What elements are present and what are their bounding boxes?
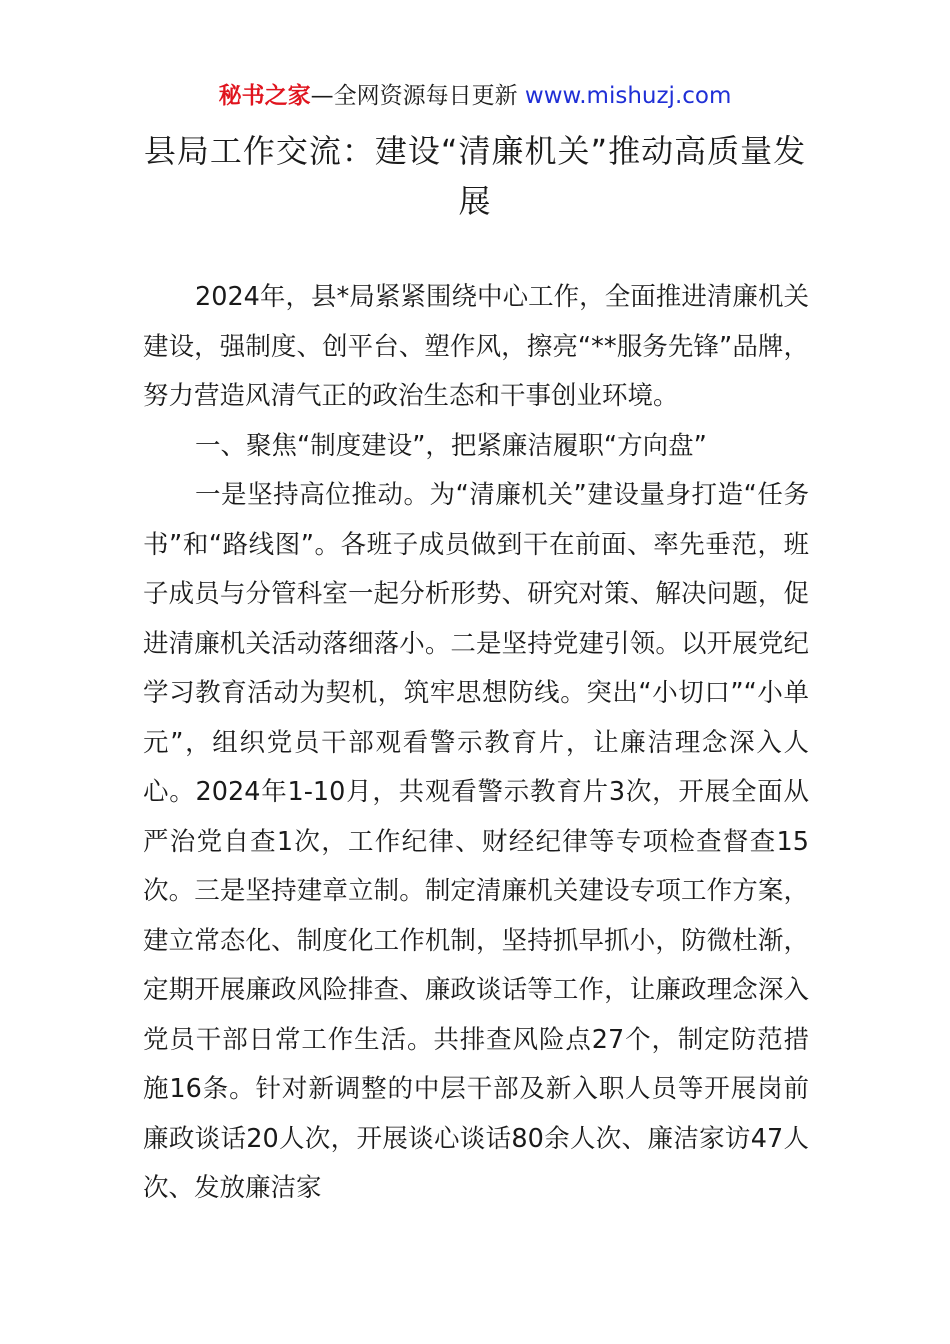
brand-name: 秘书之家 — [218, 83, 311, 109]
body-paragraph: 一是坚持高位推动。为“清廉机关”建设量身打造“任务书”和“路线图”。各班子成员做到干在前面、率先垂范，班子成员与分管科室一起分析形势、研究对策、解决问题，促进清廉机关活动落细落小。二是坚持党建引领。以开展党纪学习教育活动为契机，筑牢思想防线。突出“小切口”“小单元”，组织党员干部观看警示教育片，让廉洁理念深入人心。2024年1-10月，共观看警示教育片3次，开展全面从严治党自查1次，工作纪律、财经纪律等专项检查督查15次。三是坚持建章立制。制定清廉机关建设专项工作方案，建立常态化、制度化工作机制，坚持抓早抓小，防微杜渐，定期开展廉政风险排查、廉政谈话等工作，让廉政理念深入党员干部日常工作生活。共排查风险点27个，制定防范措施16条。针对新调整的中层干部及新入职人员等开展岗前廉政谈话20人次，开展谈心谈话80余人次、廉洁家访47人次、发放廉洁家 — [143, 480, 809, 1203]
document-body — [143, 273, 809, 1214]
intro-paragraph: 2024年，县*局紧紧围绕中心工作，全面推进清廉机关建设，强制度、创平台、塑作风，擦亮“**服务先锋”品牌，努力营造风清气正的政治生态和干事创业环境。 — [143, 282, 809, 411]
document-title: 县局工作交流：建设“清廉机关”推动高质量发展 — [143, 132, 807, 220]
header-tagline: —全网资源每日更新 — [310, 83, 525, 109]
site-url-link[interactable]: www.mishuzj.com — [524, 83, 732, 109]
section-heading: 一、聚焦“制度建设”，把紧廉洁履职“方向盘” — [195, 430, 707, 461]
site-header — [0, 80, 950, 112]
